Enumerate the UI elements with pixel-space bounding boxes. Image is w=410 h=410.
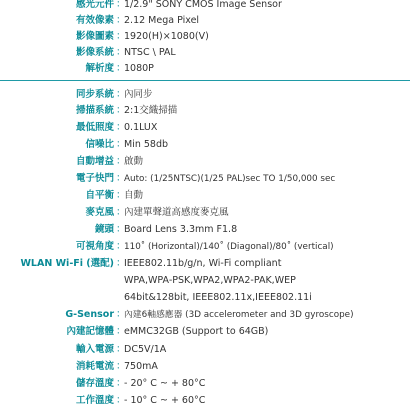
spec-label: 鏡頭 <box>94 224 114 235</box>
spec-row-snr <box>0 136 410 154</box>
spec-row-memory <box>0 323 410 341</box>
spec-separator: ： <box>116 395 126 406</box>
spec-row-shutter <box>0 170 410 188</box>
spec-label: 感光元件 <box>75 0 114 10</box>
spec-value: WPA,WPA-PSK,WPA2,WPA2-PAK,WEP <box>124 275 296 286</box>
spec-separator: ： <box>116 139 126 150</box>
spec-row-min-illumination <box>0 119 410 137</box>
spec-value: 1920(H)×1080(V) <box>124 31 209 42</box>
spec-label: 輸入電源 <box>75 344 114 355</box>
spec-value: DC5V/1A <box>124 344 167 355</box>
spec-separator: ： <box>116 31 126 42</box>
spec-separator: ： <box>116 122 126 133</box>
spec-label: 影像圖素 <box>75 31 114 42</box>
spec-row-power-input <box>0 341 410 359</box>
spec-separator: ： <box>116 326 126 337</box>
spec-separator: ： <box>116 258 126 269</box>
spec-value: 內同步 <box>124 89 153 100</box>
spec-value: 64bit&128bit, IEEE802.11x,IEEE802.11i <box>124 292 312 303</box>
spec-separator: ： <box>116 63 126 74</box>
spec-value: 2:1交織掃描 <box>124 105 178 116</box>
spec-row-wlan <box>0 255 410 273</box>
spec-label: 信噪比 <box>85 139 114 150</box>
spec-row-microphone <box>0 204 410 222</box>
spec-label: 可視角度 <box>75 241 114 252</box>
spec-value: Board Lens 3.3mm F1.8 <box>124 224 238 235</box>
spec-row-operating-temp <box>0 392 410 410</box>
spec-separator: ： <box>116 241 126 252</box>
spec-label: 自動增益 <box>75 156 114 167</box>
spec-label: 解析度 <box>85 63 114 74</box>
spec-separator: ： <box>116 224 126 235</box>
spec-separator: ： <box>116 173 126 184</box>
spec-separator: ： <box>116 0 126 10</box>
spec-label: 有效像素 <box>75 15 114 26</box>
section-divider <box>0 80 410 81</box>
spec-row-resolution <box>0 60 410 78</box>
spec-label: 影像系統 <box>75 47 114 58</box>
spec-value: Min 58db <box>124 139 169 150</box>
spec-separator: ： <box>116 190 126 201</box>
spec-row-lens <box>0 221 410 239</box>
spec-label: 最低照度 <box>75 122 114 133</box>
spec-label: 同步系統 <box>75 89 114 100</box>
spec-separator: ： <box>116 378 126 389</box>
spec-row-auto-gain <box>0 153 410 171</box>
spec-separator: ： <box>116 361 126 372</box>
spec-value: 110˚ (Horizontal)/140˚ (Diagonal)/80˚ (vertical) <box>124 242 334 252</box>
spec-label: 儲存溫度 <box>75 378 114 389</box>
spec-separator: ： <box>116 344 126 355</box>
spec-value: 750mA <box>124 361 158 372</box>
spec-value: 啟動 <box>124 156 144 167</box>
spec-value: - 10° C ~ + 60°C <box>124 395 206 406</box>
spec-label: 消耗電流 <box>75 361 114 372</box>
spec-value: 內建單聲道高感度麥克風 <box>124 207 229 218</box>
spec-label: 內建記憶體 <box>66 326 114 337</box>
spec-value: 自動 <box>124 190 144 201</box>
spec-value: - 20° C ~ + 80°C <box>124 378 206 389</box>
spec-label: G-Sensor <box>65 309 114 320</box>
spec-value: NTSC \ PAL <box>124 47 176 58</box>
spec-value: 1/2.9" SONY CMOS Image Sensor <box>124 0 282 10</box>
spec-separator: ： <box>116 89 126 100</box>
spec-label: 自平衡 <box>85 190 114 201</box>
spec-separator: ： <box>116 15 126 26</box>
spec-row-wlan-cont-1 <box>0 272 410 290</box>
spec-row-white-balance <box>0 187 410 205</box>
spec-separator: ： <box>116 105 126 116</box>
spec-value: 1080P <box>124 63 154 74</box>
spec-value: 2.12 Mega Pixel <box>124 15 200 26</box>
spec-separator: ： <box>116 47 126 58</box>
spec-label: 掃描系統 <box>75 105 114 116</box>
spec-row-current <box>0 358 410 376</box>
spec-value: eMMC32GB (Support to 64GB) <box>124 326 269 337</box>
spec-label: 電子快門 <box>75 173 114 184</box>
spec-label: 工作溫度 <box>75 395 114 406</box>
spec-row-wlan-cont-2 <box>0 289 410 307</box>
spec-row-g-sensor <box>0 306 410 324</box>
spec-row-viewing-angle <box>0 238 410 256</box>
spec-label: 麥克風 <box>85 207 114 218</box>
spec-value: Auto: (1/25NTSC)(1/25 PAL)sec TO 1/50,000 sec <box>124 174 336 184</box>
spec-value: 內建6軸感應器 (3D accelerometer and 3D gyroscope) <box>124 310 354 320</box>
spec-row-scan-system <box>0 102 410 120</box>
spec-label: WLAN Wi-Fi (選配) <box>20 258 114 269</box>
spec-row-storage-temp <box>0 375 410 393</box>
spec-separator: ： <box>116 309 126 320</box>
spec-value: 0.1LUX <box>124 122 158 133</box>
spec-value: IEEE802.11b/g/n, Wi-Fi compliant <box>124 258 282 269</box>
spec-separator: ： <box>116 207 126 218</box>
spec-separator: ： <box>116 156 126 167</box>
